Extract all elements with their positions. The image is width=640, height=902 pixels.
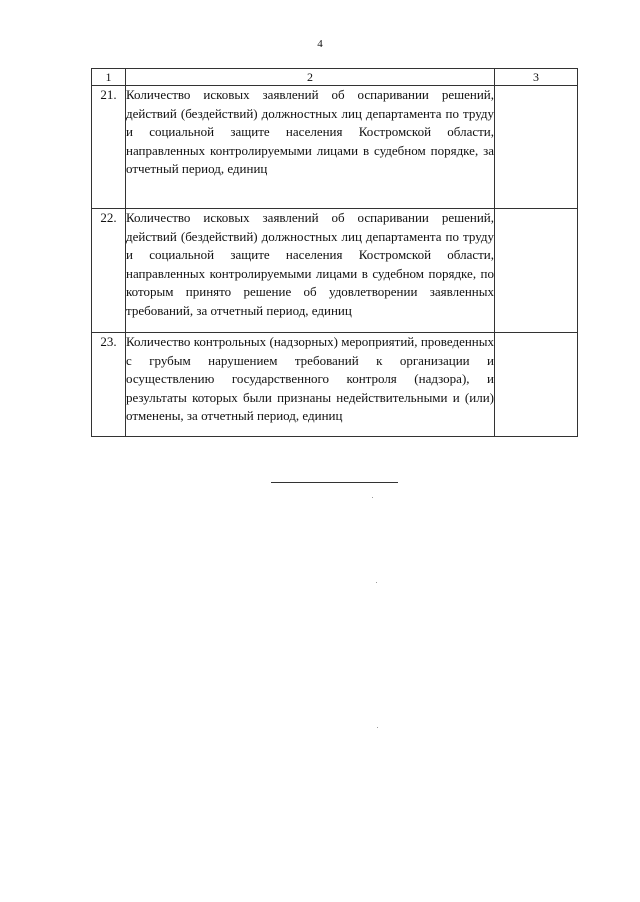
row-number: 21.: [92, 86, 126, 209]
indicator-text: Количество исковых заявлений об оспаривании решений, действий (бездействий) должностных лиц департамента по труду и социальной защите населения Костромской области, направленных контролируемыми лицами в судебном порядке, за отчетный период, единиц: [126, 86, 495, 209]
page-number: 4: [317, 38, 323, 50]
end-of-document-rule: [271, 482, 398, 483]
row-number: 22.: [92, 209, 126, 333]
column-header-indicator: 2: [126, 69, 495, 86]
indicator-value: [495, 209, 578, 333]
indicators-table: [91, 68, 578, 437]
table-row: [92, 209, 578, 333]
indicator-value: [495, 86, 578, 209]
indicator-value: [495, 333, 578, 437]
scan-speck: [372, 497, 373, 498]
scan-speck: [377, 727, 378, 728]
column-header-number: 1: [92, 69, 126, 86]
indicator-text: Количество контрольных (надзорных) мероприятий, проведенных с грубым нарушением требований к организации и осуществлению государственного контроля (надзора), и результаты которых были признаны недействительными и (или) отменены, за отчетный период, единиц: [126, 333, 495, 437]
scan-speck: [376, 582, 377, 583]
indicator-text: Количество исковых заявлений об оспаривании решений, действий (бездействий) должностных лиц департамента по труду и социальной защите населения Костромской области, направленных контролируемыми лицами в судебном порядке, по которым принято решение об удовлетворении заявленных требований, за отчетный период, единиц: [126, 209, 495, 333]
column-header-value: 3: [495, 69, 578, 86]
row-number: 23.: [92, 333, 126, 437]
table-header-row: [92, 69, 578, 86]
table-row: [92, 86, 578, 209]
table-row: [92, 333, 578, 437]
